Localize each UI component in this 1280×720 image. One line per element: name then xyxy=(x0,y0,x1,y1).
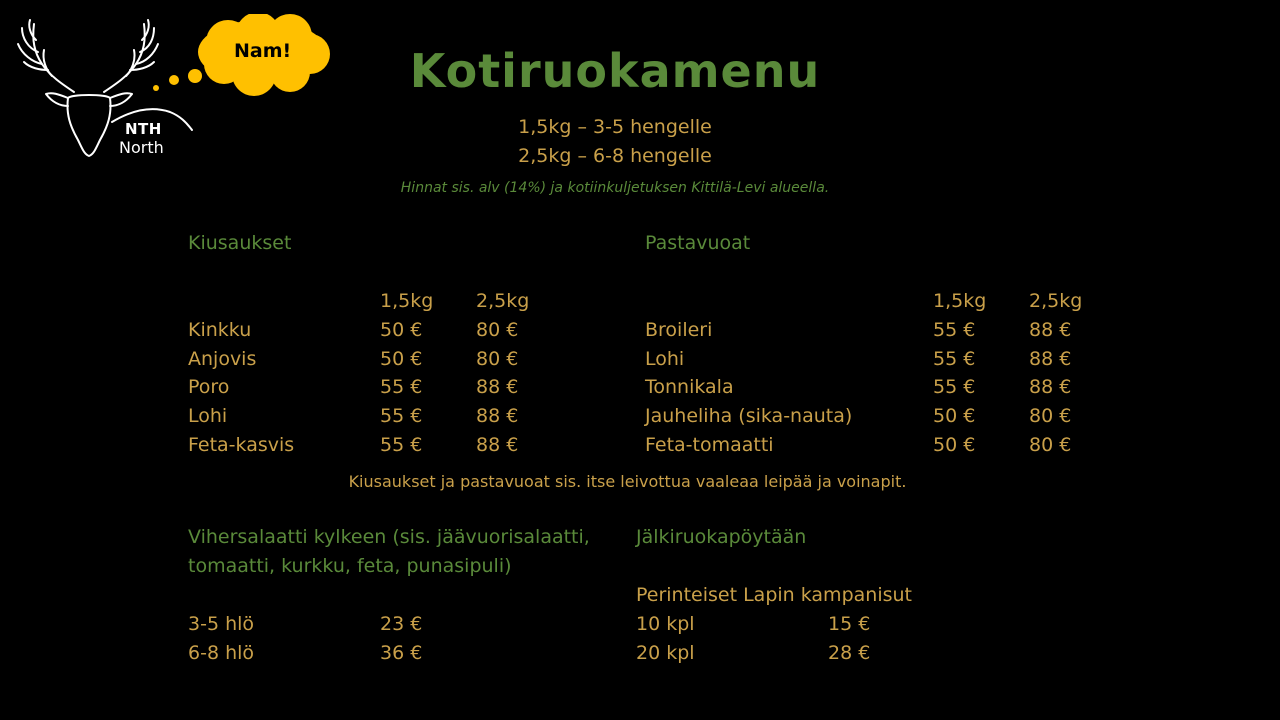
item-name: Broileri xyxy=(645,319,713,341)
item-price-small: 55 € xyxy=(380,376,423,398)
item-price-small: 50 € xyxy=(933,405,976,427)
portion-size-large: 2,5kg – 6-8 hengelle xyxy=(518,145,712,167)
item-name: Jauheliha (sika-nauta) xyxy=(645,405,853,427)
item-name: Feta-kasvis xyxy=(188,434,295,456)
item-name: Feta-tomaatti xyxy=(645,434,774,456)
list-item xyxy=(188,373,229,402)
list-item xyxy=(645,431,774,460)
kiusaukset-col-large: 2,5kg xyxy=(476,290,530,312)
salad-item-name: 6-8 hlö xyxy=(188,642,255,664)
salad-heading-line1: Vihersalaatti kylkeen (sis. jäävuorisalaatti, xyxy=(188,526,590,548)
item-price-small: 55 € xyxy=(933,376,976,398)
item-name: Lohi xyxy=(645,348,685,370)
item-price-large: 88 € xyxy=(476,376,519,398)
list-item xyxy=(188,431,294,460)
salad-item-name: 3-5 hlö xyxy=(188,613,255,635)
dessert-subheading: Perinteiset Lapin kampanisut xyxy=(636,584,912,606)
item-price-large: 88 € xyxy=(1029,348,1072,370)
salad-heading-line2: tomaatti, kurkku, feta, punasipuli) xyxy=(188,555,512,577)
item-price-large: 80 € xyxy=(1029,434,1072,456)
list-item xyxy=(645,316,712,345)
brand-nth-text: NTH xyxy=(125,120,162,138)
pastavuoat-heading: Pastavuoat xyxy=(645,232,751,254)
price-note: Hinnat sis. alv (14%) ja kotiinkuljetuksen Kittilä-Levi alueella. xyxy=(400,180,830,196)
item-price-small: 55 € xyxy=(380,434,423,456)
item-price-large: 88 € xyxy=(476,434,519,456)
portion-size-small: 1,5kg – 3-5 hengelle xyxy=(518,116,712,138)
pastavuoat-col-large: 2,5kg xyxy=(1029,290,1083,312)
dessert-item-name: 20 kpl xyxy=(636,642,695,664)
dessert-heading: Jälkiruokapöytään xyxy=(636,526,807,548)
item-price-small: 50 € xyxy=(380,319,423,341)
list-item xyxy=(188,316,251,345)
list-item xyxy=(645,402,852,431)
item-price-large: 80 € xyxy=(476,348,519,370)
list-item xyxy=(188,345,256,374)
item-price-small: 50 € xyxy=(933,434,976,456)
dessert-item-name: 10 kpl xyxy=(636,613,695,635)
dessert-item-price: 28 € xyxy=(828,642,871,664)
item-price-large: 80 € xyxy=(476,319,519,341)
item-price-large: 88 € xyxy=(1029,376,1072,398)
bread-note: Kiusaukset ja pastavuoat sis. itse leivottua vaaleaa leipää ja voinapit. xyxy=(348,472,907,491)
item-price-large: 80 € xyxy=(1029,405,1072,427)
page-title: Kotiruokamenu xyxy=(409,44,821,98)
item-price-small: 55 € xyxy=(933,348,976,370)
item-name: Poro xyxy=(188,376,230,398)
list-item xyxy=(188,402,227,431)
dessert-item-price: 15 € xyxy=(828,613,871,635)
item-price-small: 50 € xyxy=(380,348,423,370)
salad-item-price: 36 € xyxy=(380,642,423,664)
item-price-small: 55 € xyxy=(933,319,976,341)
kiusaukset-heading: Kiusaukset xyxy=(188,232,292,254)
item-name: Anjovis xyxy=(188,348,257,370)
kiusaukset-col-small: 1,5kg xyxy=(380,290,434,312)
bubble-text: Nam! xyxy=(234,40,292,62)
item-price-large: 88 € xyxy=(1029,319,1072,341)
item-price-small: 55 € xyxy=(380,405,423,427)
item-name: Lohi xyxy=(188,405,228,427)
list-item xyxy=(645,373,734,402)
item-name: Tonnikala xyxy=(645,376,734,398)
item-name: Kinkku xyxy=(188,319,252,341)
salad-item-price: 23 € xyxy=(380,613,423,635)
pastavuoat-col-small: 1,5kg xyxy=(933,290,987,312)
brand-north-text: North xyxy=(119,138,164,157)
list-item xyxy=(645,345,684,374)
item-price-large: 88 € xyxy=(476,405,519,427)
